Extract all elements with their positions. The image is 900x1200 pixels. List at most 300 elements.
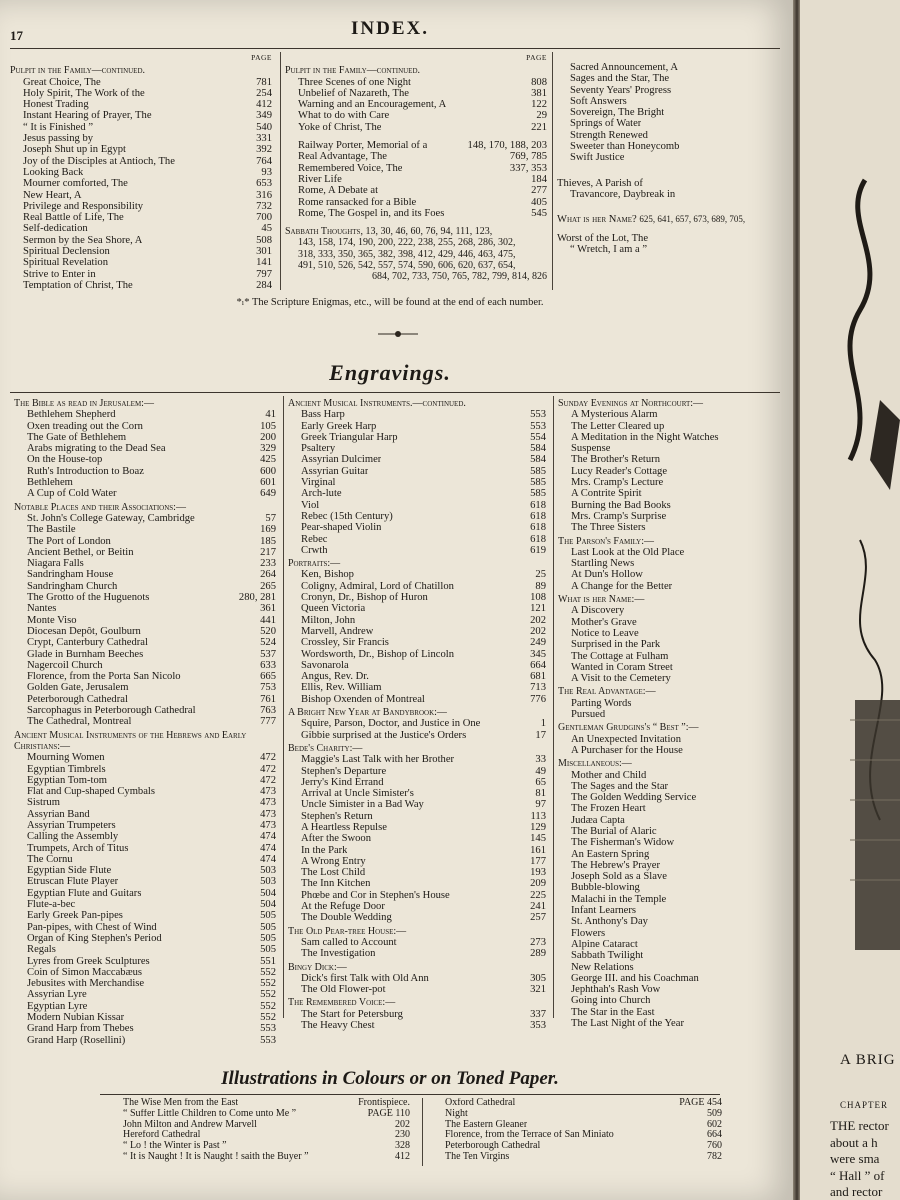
index-entry	[288, 545, 546, 556]
index-entry	[14, 581, 276, 592]
entry-title: Infant Learners	[571, 905, 636, 917]
section-heading: The Real Advantage:—	[558, 686, 656, 698]
entry-page: 345	[530, 648, 546, 660]
index-entry	[288, 626, 546, 637]
entry-title: Grand Harp (Rosellini)	[27, 1034, 126, 1046]
entry-page: 524	[260, 637, 276, 649]
index-entry	[558, 421, 788, 432]
index-entry	[558, 894, 788, 905]
index-entry	[14, 820, 276, 831]
index-entry	[288, 671, 546, 682]
entry-title: Rome ransacked for a Bible	[298, 196, 417, 208]
index-list	[285, 77, 547, 133]
index-entry	[14, 831, 276, 842]
entry-title: Virginal	[301, 477, 336, 489]
entry-title: Regals	[27, 944, 56, 956]
entry-page: 265	[260, 580, 276, 592]
index-entry	[14, 865, 276, 876]
section-heading: The Old Pear-tree House:—	[288, 925, 407, 937]
column-divider	[553, 396, 554, 1018]
index-entry	[14, 910, 276, 921]
entry-title: The Bastile	[27, 524, 76, 536]
entry-title: Rebec	[301, 533, 328, 545]
index-entry	[14, 786, 276, 797]
entry-title: Coligny, Admiral, Lord of Chatillon	[301, 580, 454, 592]
entry-title: Malachi in the Temple	[571, 893, 667, 905]
index-entry	[558, 815, 788, 826]
index-entry	[14, 671, 276, 682]
entry-page: 97	[535, 799, 546, 811]
illustrations-heading: Illustrations in Colours or on Toned Paper.	[221, 1068, 559, 1089]
entry-page: 761	[260, 693, 276, 705]
index-entry	[285, 140, 547, 151]
index-entry	[558, 662, 788, 673]
index-entry	[14, 888, 276, 899]
entry-page: 331	[256, 133, 272, 145]
index-entry	[285, 185, 547, 196]
index-entry	[288, 777, 546, 788]
index-entry	[558, 432, 788, 443]
entry-page: 321	[530, 984, 546, 996]
entry-page: 473	[260, 786, 276, 798]
index-entry	[558, 916, 788, 927]
facing-line: THE rector	[830, 1118, 889, 1133]
entry-page: 619	[530, 544, 546, 556]
index-entry	[558, 984, 788, 995]
index-entry	[558, 849, 788, 860]
entry-page: 553	[260, 1034, 276, 1046]
entry-page: 145	[530, 833, 546, 845]
entry-page: 808	[531, 76, 547, 88]
index-entry	[14, 477, 276, 488]
entry-title: A Discovery	[571, 605, 625, 617]
index-entry	[110, 1141, 410, 1152]
entry-title: Uncle Simister in a Bad Way	[301, 799, 424, 811]
entry-title: Florence, from the Terrace of San Miniato	[445, 1130, 614, 1141]
index-entry	[558, 781, 788, 792]
entry-title: “ It is Finished ”	[23, 121, 94, 133]
entry-title: Sacred Announcement, A	[570, 62, 678, 73]
entry-title: Pan-pipes, with Chest of Wind	[27, 921, 157, 933]
index-entry	[288, 466, 546, 477]
entry-title: Arabs migrating to the Dead Sea	[27, 443, 166, 455]
rule-illustrations	[100, 1094, 720, 1095]
entry-page: PAGE 454	[679, 1097, 722, 1108]
index-entry	[14, 421, 276, 432]
entry-title: Sweeter than Honeycomb	[570, 141, 680, 153]
engravings-column-3	[558, 396, 788, 1029]
index-entry	[14, 1023, 276, 1034]
index-entry	[10, 77, 272, 88]
index-entry	[558, 950, 788, 961]
index-entry	[10, 133, 272, 144]
entry-title: Flute-a-bec	[27, 899, 76, 911]
entry-title: Flowers	[571, 927, 606, 939]
entry-page: 316	[256, 189, 272, 201]
entry-page: 277	[531, 185, 547, 197]
entry-title: Pear-shaped Violin	[301, 522, 382, 534]
entry-page: 57	[265, 512, 276, 524]
entry-page: 545	[531, 207, 547, 219]
entry-title: A Mysterious Alarm	[571, 409, 658, 421]
entry-title: The Wise Men from the East	[123, 1098, 239, 1108]
entry-title: Oxford Cathedral	[445, 1098, 516, 1108]
entry-title: New Heart, A	[23, 189, 82, 201]
entry-page: 505	[260, 944, 276, 956]
entry-page: 425	[260, 454, 276, 466]
entry-page: 520	[260, 625, 276, 637]
entry-title: New Relations	[571, 961, 634, 973]
entry-title: Egyptian Tom-tom	[27, 774, 107, 786]
index-entry	[14, 716, 276, 727]
engraving-illustration	[820, 160, 900, 1040]
entry-title: “ Lo ! the Winter is Past ”	[123, 1141, 227, 1152]
index-entry	[557, 73, 787, 84]
index-entry	[288, 694, 546, 705]
entry-title: Phœbe and Cor in Stephen's House	[301, 889, 450, 901]
index-entry	[14, 705, 276, 716]
index-entry	[288, 718, 546, 729]
entry-title: George III. and his Coachman	[571, 972, 699, 984]
index-entry	[558, 409, 788, 420]
index-entry	[288, 856, 546, 867]
index-entry	[288, 811, 546, 822]
entry-title: Stephen's Departure	[301, 765, 387, 777]
entry-page: 361	[260, 603, 276, 615]
index-page-numbers: 625, 641, 657, 673, 689, 705,	[639, 214, 746, 225]
entry-title: Etruscan Flute Player	[27, 876, 119, 888]
entry-title: Assyrian Lyre	[27, 989, 87, 1001]
index-entry	[110, 1109, 410, 1120]
section-heading: The Parson's Family:—	[558, 535, 655, 547]
entry-title: Bubble-blowing	[571, 882, 640, 894]
entry-page: 552	[260, 1000, 276, 1012]
entry-page: 329	[260, 443, 276, 455]
index-entry	[10, 201, 272, 212]
entry-page: 105	[260, 420, 276, 432]
index-entry	[14, 536, 276, 547]
entry-page: 553	[530, 409, 546, 421]
entry-page: 349	[256, 110, 272, 122]
entry-title: Savonarola	[301, 659, 349, 671]
index-entry	[110, 1130, 410, 1141]
entry-title: Bishop Oxenden of Montreal	[301, 693, 425, 705]
index-entry	[558, 673, 788, 684]
entry-title: Marvell, Andrew	[301, 625, 374, 637]
entry-title: River Life	[298, 173, 342, 185]
index-entry: Worst of the Lot, The	[557, 232, 649, 244]
entry-title: Rome, The Gospel in, and its Foes	[298, 207, 445, 219]
index-entry	[558, 522, 788, 533]
entry-title: Milton, John	[301, 614, 356, 626]
entry-title: Ancient Bethel, or Beitin	[27, 546, 134, 558]
entry-title: Crwth	[301, 544, 328, 556]
entry-title: Maggie's Last Talk with her Brother	[301, 754, 455, 766]
entry-page: 777	[260, 716, 276, 728]
index-entry	[14, 876, 276, 887]
entry-page: 264	[260, 569, 276, 581]
index-entry	[10, 88, 272, 99]
index-entry	[285, 88, 547, 99]
entry-page	[759, 152, 787, 163]
index-entry	[558, 734, 788, 745]
entry-title: Bethlehem	[27, 477, 73, 489]
entry-title: Assyrian Dulcimer	[301, 454, 382, 466]
index-entry	[14, 603, 276, 614]
index-entry	[557, 130, 787, 141]
entry-page: 504	[260, 899, 276, 911]
entry-page: 474	[260, 842, 276, 854]
entry-page: 249	[530, 637, 546, 649]
entry-page: 41	[265, 409, 276, 421]
entry-page: 700	[256, 212, 272, 224]
index-entry	[14, 1012, 276, 1023]
index-entry	[14, 409, 276, 420]
index-entry	[14, 558, 276, 569]
entry-page: 753	[260, 682, 276, 694]
entry-page: 649	[260, 488, 276, 500]
index-entry	[557, 85, 787, 96]
section-heading: What is her Name:—	[558, 594, 645, 606]
entry-page: 537	[260, 648, 276, 660]
index-entry	[10, 144, 272, 155]
index-entry	[558, 628, 788, 639]
entry-title: Ruth's Introduction to Boaz	[27, 465, 144, 477]
entry-page: 474	[260, 853, 276, 865]
entry-title: Sandringham House	[27, 569, 114, 581]
index-entry	[288, 1009, 546, 1020]
index-entry: Travancore, Daybreak in	[570, 188, 676, 200]
entry-page: 618	[530, 499, 546, 511]
page-header-label: PAGE	[526, 53, 547, 62]
entry-page: 202	[395, 1118, 410, 1130]
entry-title: Crypt, Canterbury Cathedral	[27, 637, 148, 649]
entry-title: John Milton and Andrew Marvell	[123, 1119, 257, 1130]
index-entry	[14, 694, 276, 705]
entry-page: 665	[260, 671, 276, 683]
index-list	[10, 77, 272, 292]
entry-page: 552	[260, 1012, 276, 1024]
index-entry	[288, 984, 546, 995]
entry-title: Going into Church	[571, 995, 651, 1007]
index-entry	[557, 107, 787, 118]
entry-page: Frontispiece.	[358, 1097, 410, 1108]
entry-page: 412	[256, 99, 272, 111]
entry-page: 504	[260, 887, 276, 899]
entry-title: The Sages and the Star	[571, 780, 669, 792]
facing-body-text	[830, 1118, 900, 1200]
index-entry	[285, 77, 547, 88]
entry-page: 25	[535, 569, 546, 581]
entry-title: Honest Trading	[23, 99, 89, 111]
index-entry	[14, 775, 276, 786]
section-heading: Ancient Musical Instruments.—continued.	[288, 398, 466, 409]
entry-page: 284	[256, 279, 272, 291]
index-entry	[288, 833, 546, 844]
entry-page: 600	[260, 465, 276, 477]
entry-page: 193	[530, 867, 546, 879]
index-entry	[14, 432, 276, 443]
index-entry	[557, 141, 787, 152]
entry-page: 202	[530, 614, 546, 626]
entry-page: 473	[260, 797, 276, 809]
entry-page: 108	[530, 592, 546, 604]
entry-title: Rebec (15th Century)	[301, 510, 393, 522]
index-entry: What is her Name?	[557, 214, 637, 226]
entry-title: The Inn Kitchen	[301, 878, 371, 890]
entry-page: 473	[260, 819, 276, 831]
index-entry	[14, 752, 276, 763]
entry-page: 585	[530, 465, 546, 477]
index-entry	[10, 257, 272, 268]
index-entry	[14, 524, 276, 535]
section-heading: Bingy Dick:—	[288, 961, 347, 973]
entry-title: A Change for the Better	[571, 580, 673, 592]
entry-page: 45	[261, 223, 272, 235]
entry-title: The Star in the East	[571, 1006, 655, 1018]
section-heading: Ancient Musical Instruments of the Hebrews and Early Christians:—	[14, 729, 247, 752]
entry-title: Lucy Reader's Cottage	[571, 465, 668, 477]
index-entry	[288, 766, 546, 777]
index-entry	[10, 212, 272, 223]
index-list	[557, 62, 787, 164]
entry-title: Egyptian Lyre	[27, 1000, 88, 1012]
entry-page: 618	[530, 522, 546, 534]
entry-title: Last Look at the Old Place	[571, 546, 685, 558]
entry-title: Stephen's Return	[301, 810, 373, 822]
entry-title: Lyres from Greek Sculptures	[27, 955, 150, 967]
entry-title: Diocesan Depôt, Goulburn	[27, 625, 141, 637]
index-entry	[10, 167, 272, 178]
index-entry	[558, 569, 788, 580]
entry-title: Peterborough Cathedral	[27, 693, 128, 705]
section-heading: Notable Places and their Associations:—	[14, 501, 186, 513]
entry-title: Joseph Sold as a Slave	[571, 871, 667, 883]
entry-title: Sabbath Twilight	[571, 950, 644, 962]
entry-title: Oxen treading out the Corn	[27, 420, 143, 432]
index-entry	[557, 96, 787, 107]
index-entry	[558, 939, 788, 950]
entry-page	[759, 96, 787, 107]
entry-title: Viol	[301, 499, 320, 511]
entry-title: Coin of Simon Maccabæus	[27, 966, 143, 978]
index-entry	[558, 973, 788, 984]
index-entry	[288, 409, 546, 420]
entry-page: 200	[260, 431, 276, 443]
entry-title: Nagercoil Church	[27, 659, 103, 671]
index-entry	[14, 615, 276, 626]
entry-title: What to do with Care	[298, 110, 390, 122]
entry-title: Assyrian Trumpeters	[27, 819, 116, 831]
entry-title: Mother and Child	[571, 769, 647, 781]
index-entry	[14, 1001, 276, 1012]
entry-title: Real Advantage, The	[298, 151, 387, 163]
index-column-3	[557, 62, 787, 255]
index-entry	[288, 867, 546, 878]
entry-page: 33	[535, 754, 546, 766]
entry-title: Ken, Bishop	[301, 569, 354, 581]
section-heading: The Bible as read in Jerusalem:—	[14, 398, 154, 409]
entry-title: Night	[445, 1108, 468, 1119]
entry-title: Grand Harp from Thebes	[27, 1023, 134, 1035]
index-entry	[288, 454, 546, 465]
index-entry	[432, 1152, 722, 1163]
entry-title: Dick's first Talk with Old Ann	[301, 972, 429, 984]
index-entry	[432, 1120, 722, 1131]
entry-page: 601	[260, 477, 276, 489]
facing-chapter: CHAPTER	[840, 1100, 889, 1110]
index-entry	[558, 1018, 788, 1029]
entry-title: St. John's College Gateway, Cambridge	[27, 512, 195, 524]
column-divider	[283, 396, 284, 1018]
index-entry	[432, 1130, 722, 1141]
entry-title: Jephthah's Rash Vow	[571, 984, 661, 996]
entry-title: Burning the Bad Books	[571, 499, 671, 511]
entry-page: 473	[260, 808, 276, 820]
index-entry	[288, 522, 546, 533]
section-heading: A Bright New Year at Bandybrook:—	[288, 707, 447, 719]
index-entry	[14, 488, 276, 499]
entry-title: The Investigation	[301, 948, 376, 960]
index-entry	[288, 901, 546, 912]
index-entry	[14, 967, 276, 978]
entry-title: The Heavy Chest	[301, 1020, 375, 1032]
column-divider	[422, 1098, 423, 1166]
index-entry	[558, 500, 788, 511]
entry-title: Startling News	[571, 558, 635, 570]
index-entry	[288, 488, 546, 499]
index-entry	[110, 1152, 410, 1163]
index-entry	[10, 269, 272, 280]
index-entry	[110, 1098, 410, 1109]
entry-title: Spiritual Revelation	[23, 257, 109, 269]
entry-page: 113	[530, 810, 546, 822]
entry-title: Arch-lute	[301, 488, 342, 500]
entry-title: Egyptian Timbrels	[27, 763, 106, 775]
entry-page: 202	[530, 625, 546, 637]
index-entry	[14, 989, 276, 1000]
index-entry	[288, 603, 546, 614]
page-title: INDEX.	[351, 18, 429, 39]
entry-title: Monte Viso	[27, 614, 77, 626]
facing-line: about a h	[830, 1134, 878, 1150]
index-entry	[285, 99, 547, 110]
facing-caption: A BRIG	[840, 1052, 896, 1068]
entry-title: A Purchaser for the House	[571, 744, 683, 756]
index-entry	[288, 660, 546, 671]
index-entry	[288, 912, 546, 923]
index-entry	[288, 948, 546, 959]
entry-page: 65	[535, 776, 546, 788]
index-entry	[558, 871, 788, 882]
entry-page: 81	[535, 788, 546, 800]
entry-title: A Wrong Entry	[301, 855, 366, 867]
entry-page: 412	[395, 1150, 410, 1162]
entry-title: The Burial of Alaric	[571, 825, 657, 837]
entry-title: Soft Answers	[570, 95, 627, 107]
index-entry	[285, 208, 547, 219]
entry-title: The Start for Petersburg	[301, 1008, 403, 1020]
entry-title: Jesus passing by	[23, 133, 94, 145]
index-entry	[14, 764, 276, 775]
index-entry	[288, 477, 546, 488]
entry-page: 769, 785	[509, 151, 547, 163]
index-entry	[558, 605, 788, 616]
entry-title: The Eastern Gleaner	[445, 1119, 528, 1130]
sabbath-numbers: 318, 333, 350, 365, 382, 398, 412, 429, 446, 463, 475,	[298, 248, 516, 260]
entry-title: Organ of King Stephen's Period	[27, 932, 162, 944]
entry-title: Psaltery	[301, 443, 336, 455]
